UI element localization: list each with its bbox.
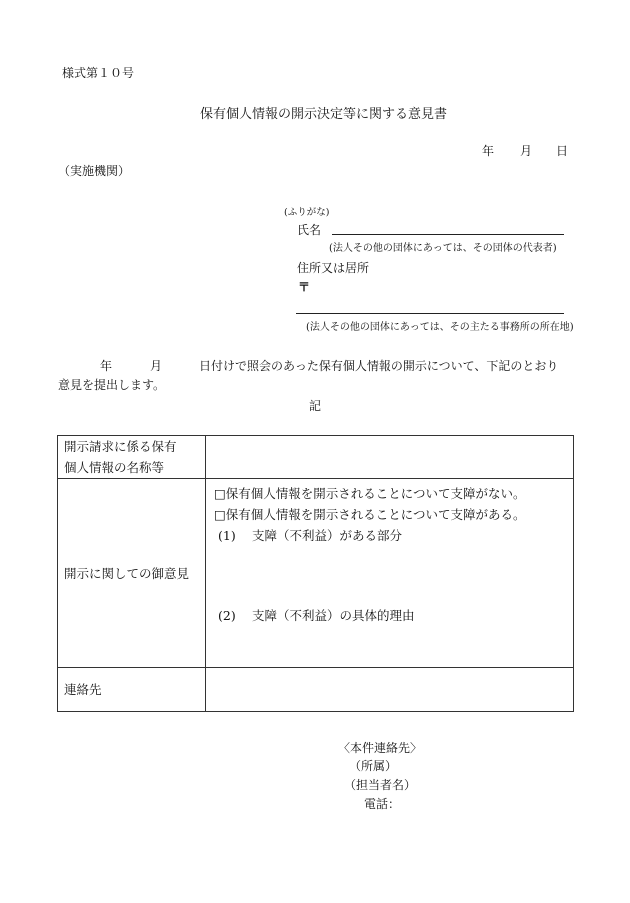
- name-label: 氏名: [297, 223, 322, 237]
- checkbox-no-problem[interactable]: □保有個人情報を開示されることについて支障がない。: [214, 486, 526, 501]
- date-month: 月: [520, 144, 533, 158]
- opinion-table: [57, 435, 574, 712]
- table-label-info-name: [58, 436, 206, 479]
- postal-mark: 〒: [298, 280, 311, 294]
- checkbox-problem[interactable]: □保有個人情報を開示されることについて支障がある。: [214, 507, 526, 522]
- table-label-contact: 連絡先: [58, 668, 206, 712]
- address-note: (法人その他の団体にあっては、その主たる事務所の所在地): [306, 322, 574, 333]
- name-note: (法人その他の団体にあっては、その団体の代表者): [329, 243, 557, 254]
- body-line1: 日付けで照会のあった保有個人情報の開示について、下記のとおり: [199, 359, 559, 373]
- agency-label: （実施機関）: [58, 164, 131, 178]
- sub-item-number: (2): [218, 608, 236, 623]
- furigana-label: (ふりがな): [284, 207, 330, 218]
- contact-dept: （所属）: [349, 759, 398, 773]
- date-year: 年: [482, 144, 495, 158]
- table-label-opinion: 開示に関しての御意見: [58, 479, 206, 668]
- body-month: 月: [150, 359, 163, 373]
- sub-item-text: 支障（不利益）がある部分: [252, 528, 403, 543]
- date-day: 日: [556, 144, 569, 158]
- contact-person: （担当者名）: [344, 778, 417, 792]
- page-title: 保有個人情報の開示決定等に関する意見書: [200, 107, 448, 122]
- contact-phone: 電話：: [364, 797, 401, 811]
- body-line2: 意見を提出します。: [58, 378, 166, 392]
- opinion-field[interactable]: [206, 479, 574, 668]
- table-row: [58, 668, 574, 712]
- contact-field[interactable]: [206, 668, 574, 712]
- address-underline[interactable]: [296, 313, 564, 314]
- table-label-line: 開示請求に係る保有: [64, 439, 177, 454]
- sub-item-1: [214, 525, 565, 546]
- address-label: 住所又は居所: [297, 261, 370, 275]
- name-underline[interactable]: [332, 234, 564, 235]
- contact-heading: 〈本件連絡先〉: [338, 741, 423, 755]
- form-number: 様式第１０号: [62, 66, 135, 80]
- ki-heading: 記: [309, 399, 322, 413]
- table-row: [58, 436, 574, 479]
- sub-item-number: (1): [218, 528, 236, 543]
- sub-item-text: 支障（不利益）の具体的理由: [252, 608, 415, 623]
- table-label-line: 個人情報の名称等: [64, 460, 165, 475]
- body-year: 年: [100, 359, 113, 373]
- info-name-field[interactable]: [206, 436, 574, 479]
- sub-item-2: [214, 605, 565, 626]
- table-row: [58, 479, 574, 668]
